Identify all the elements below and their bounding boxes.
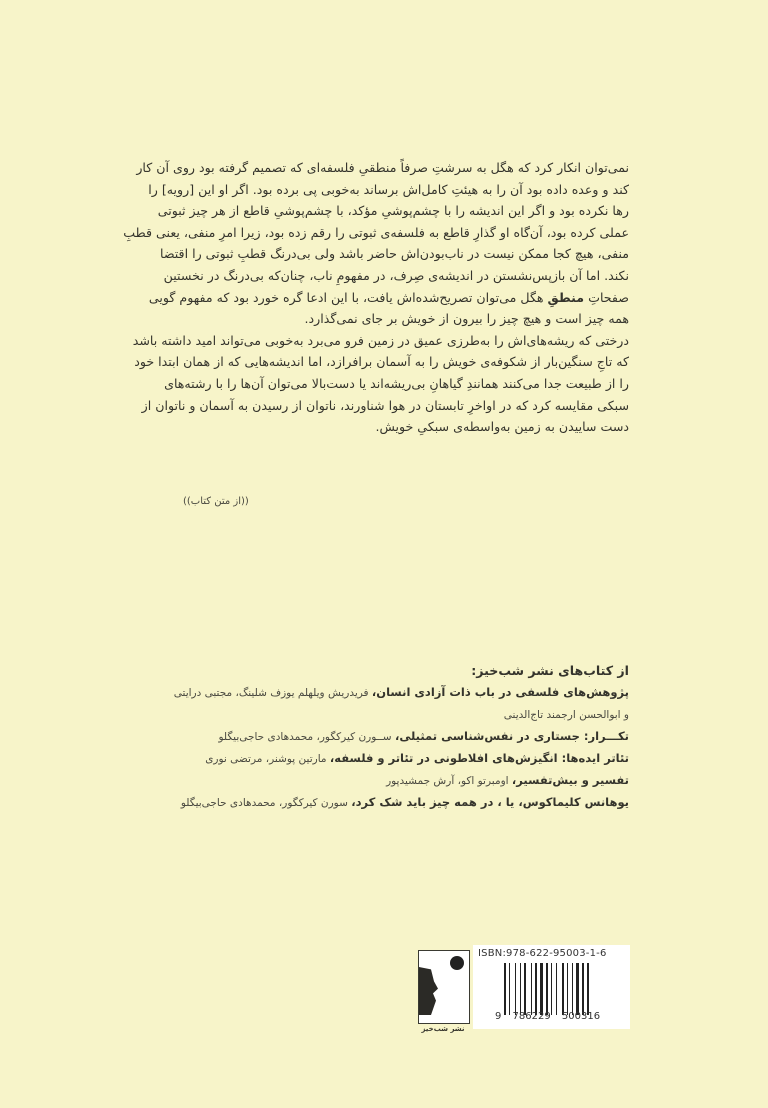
- barcode-bar: [582, 963, 584, 1015]
- quote-line: نکند. اما آن بازپس‌نشستن در اندیشه‌ی صِرف، در مفهومِ ناب، چنان‌که بی‌درنگ در نخستین: [163, 267, 629, 283]
- barcode-bar: [535, 963, 537, 1015]
- barcode-bar: [504, 963, 506, 1015]
- barcode-bar: [531, 963, 532, 1015]
- quote-line: رها نکرده بود و اگر این اندیشه را با چشم‌پوشیِ مؤکد، با چشم‌پوشیِ قاطع از هر چیز ثبوتی: [157, 203, 629, 219]
- quote-line: عملی کرده بود، آن‌گاه او گذارِ قاطع به فلسفه‌ی ثبوتی را رقم زده بود، زیرا امرِ منفی، یعنی قطبِ: [123, 224, 629, 240]
- book-authors: ســورن کیرکگور، محمدهادی حاجی‌بیگلو: [218, 731, 395, 743]
- quote-source: ((از متن کتاب)): [183, 496, 249, 507]
- face-silhouette-icon: [419, 967, 439, 1015]
- book-item: [183, 704, 629, 726]
- barcode-bar: [572, 963, 573, 1015]
- barcode-number: 9 786229 500316: [495, 1011, 601, 1022]
- book-authors: سورن کیرکگور، محمدهادی حاجی‌بیگلو: [180, 797, 352, 809]
- book-item: [180, 792, 629, 814]
- barcode-bar: [540, 963, 543, 1015]
- barcode-bar: [524, 963, 526, 1015]
- quote-line: سبکی مقایسه کرد که در اواخرِ تابستان در هوا شناورند، ناتوان از رسیدن به آسمان و ناتوان از: [141, 397, 629, 413]
- book-title: تفسیر و بیش‌تفسیر،: [511, 773, 629, 787]
- isbn-barcode: [473, 945, 630, 1029]
- book-authors: اومبرتو اکو، آرش جمشیدپور: [386, 775, 512, 787]
- barcode-bar: [515, 963, 516, 1015]
- barcode-bar: [562, 963, 564, 1015]
- quote-line: کند و وعده داده بود آن را به هیئتِ کامل‌اش برساند به‌خوبی پی برده بود. اگر او این [رویه] را: [148, 181, 629, 197]
- quote-line: که تاجِ سنگین‌بار از شکوفه‌ی خویش را به آسمان برافرازد، اما اندیشه‌هایی که از همان ابتدا خود: [134, 354, 629, 370]
- quote-line: درختی که ریشه‌های‌اش را به‌طرزی عمیق در زمین فرو می‌برد به‌خوبی می‌تواند امید داشته باشد: [132, 332, 629, 348]
- book-list-heading: از کتاب‌های نشر شب‌خیز:: [471, 663, 629, 678]
- book-title: تئاتر ایده‌ها: انگیزش‌های افلاطونی در تئاتر و فلسفه،: [329, 751, 629, 765]
- barcode-bar: [576, 963, 579, 1015]
- book-authors: و ابوالحسن ارجمند تاج‌الدینی: [503, 709, 629, 721]
- book-authors: مارتین پوشنر، مرتضی نوری: [205, 753, 330, 765]
- barcode-bars: [504, 963, 624, 1015]
- quote-line: را از طبیعت جدا می‌کنند همانندِ گیاهانِ بی‌ریشه‌اند یا دست‌بالا می‌توان آن‌ها را با رشته‌های: [164, 375, 629, 391]
- quote-text: هگل می‌توان تصریح‌شده‌اش یافت، با این ادعا گره خورد بود که مفهوم گویی: [148, 289, 548, 305]
- book-title: پژوهش‌های فلسفی در باب ذات آزادی انسان،: [371, 685, 629, 699]
- quote-line: همه چیز است و هیچ چیز را بیرون از خویش بر جای نمی‌گذارد.: [304, 311, 629, 327]
- barcode-bar: [509, 963, 510, 1015]
- barcode-bar: [556, 963, 557, 1015]
- quote-text: صفحاتِ: [584, 289, 629, 305]
- book-item: [173, 682, 629, 704]
- book-title: یوهانس کلیماکوس، یا ، در همه چیز باید شک کرد،: [351, 795, 629, 809]
- book-authors: فریدریش ویلهلم یوزف شلینگ، مجتبی درایتی: [173, 687, 372, 699]
- book-item: [183, 770, 629, 792]
- barcode-bar: [546, 963, 548, 1015]
- quote-line: دست ساییدن به زمین به‌واسطه‌ی سبکیِ خویش.: [375, 419, 629, 435]
- book-item: [183, 748, 629, 770]
- quote-line: نمی‌توان انکار کرد که هگل به سرشتِ صرفاً منطقیِ فلسفه‌ای که تصمیم گرفته بود روی آن کار: [136, 160, 629, 175]
- quote-line: [148, 287, 629, 309]
- back-cover-quote: [123, 157, 629, 438]
- publisher-logo: [418, 950, 470, 1024]
- barcode-bar: [567, 963, 568, 1015]
- quote-line: منفی، هیچ کجا ممکن نیست در ناب‌بودن‌اش حاضر باشد ولی بی‌درنگ قطبِ ثبوتی را اقتضا: [159, 246, 629, 262]
- publisher-book-list: [173, 660, 629, 814]
- book-title-emphasis: منطقِ: [547, 289, 585, 305]
- isbn-label: ISBN:978-622-95003-1-6: [478, 948, 607, 959]
- book-title: تکـــرار: جستاری در نفس‌شناسی تمثیلی،: [394, 729, 629, 743]
- publisher-logo-text: نشر شب‌خیز: [421, 1025, 465, 1033]
- barcode-bar: [520, 963, 521, 1015]
- sun-icon: [450, 956, 464, 970]
- book-item: [183, 726, 629, 748]
- barcode-bar: [587, 963, 589, 1015]
- barcode-bar: [551, 963, 552, 1015]
